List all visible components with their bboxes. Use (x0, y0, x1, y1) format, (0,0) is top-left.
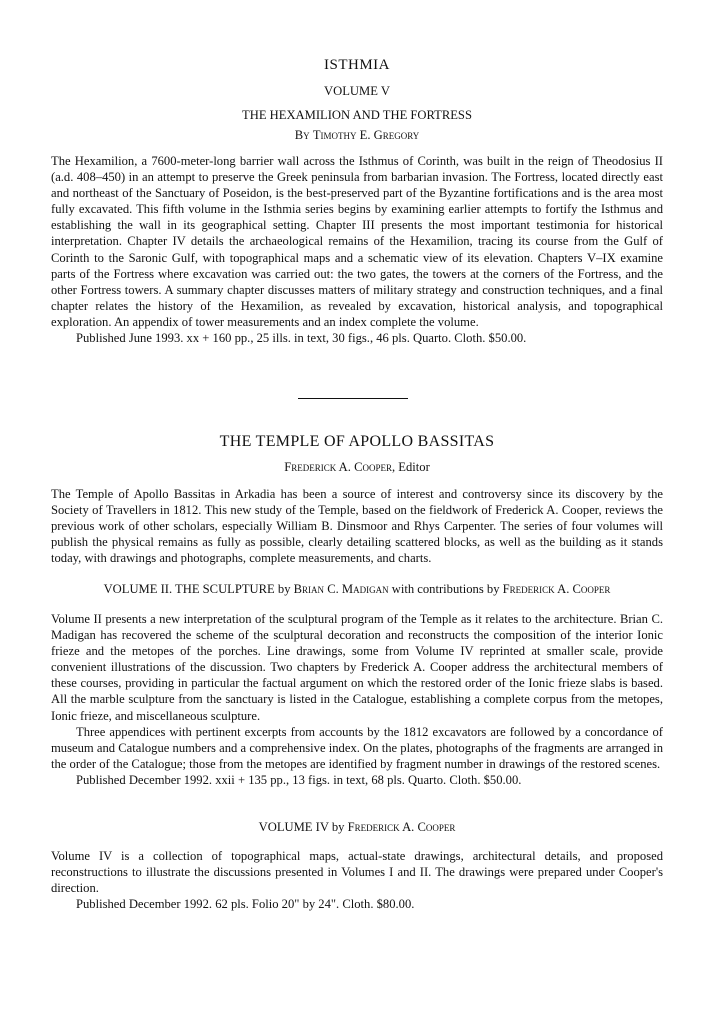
vol4-description: Volume IV is a collection of topographical maps, actual-state drawings, architectural details, and proposed reconstructions to illustrate the discussions presented in Volumes I and II. The drawings were prepared under Cooper's direction. (51, 849, 663, 896)
byline (51, 128, 663, 143)
book-title: THE HEXAMILION AND THE FORTRESS (242, 108, 472, 122)
editor-role: , Editor (391, 460, 430, 474)
apollo-intro (51, 486, 663, 566)
vol4-by: by (331, 820, 345, 834)
editor-name: Frederick A. Cooper (284, 460, 392, 474)
apollo-description: The Temple of Apollo Bassitas in Arkadia has been a source of interest and controversy since its discovery by the Society of Travellers in 1812. This new study of the Temple, based on the fieldwork of Frederick A. Cooper, reviews the previous work of other scholars, especially William B. Dinsmoor and Rhys Carpenter. The series of four volumes will publish the physical remains as fully as possible, clearly detailing scattered blocks, as well as the building as it stands today, with drawings and photographs, complete measurements, and charts. (51, 487, 663, 566)
vol2-paragraph-1: Volume II presents a new interpretation of the sculptural program of the Temple as it relates to the architecture. Brian C. Madigan has recovered the scheme of the sculptural decoration and reconstructs the composition of the interior Ionic frieze and the metopes of the porches. Line drawings, some from Volume IV reprinted at smaller scale, provide convenient illustrations of the discussion. Two chapters by Frederick A. Cooper address the architectural members of these courses, providing in particular the factual argument on which the restored order of the Ionic frieze slabs is based. All the marble sculpture from the sanctuary is listed in the Catalogue, establishing a complete corpus from the metopes, Ionic frieze, and miscellaneous sculpture. (51, 612, 663, 723)
apollo-editor-line (51, 460, 663, 475)
vol2-by: by (277, 582, 291, 596)
vol2-paragraph-2: Three appendices with pertinent excerpts from accounts by the 1812 excavators are followed by a concordance of museum and Catalogue numbers and a comprehensive index. On the plates, photographs of the fragments are arranged in the order of the Catalogue; those from the metopes are identified by fragment number in drawings of the restored scenes. (51, 724, 663, 771)
byline-author: Timothy E. Gregory (312, 128, 420, 142)
vol4-section (51, 848, 663, 912)
apollo-title: THE TEMPLE OF APOLLO BASSITAS (219, 433, 495, 450)
vol2-author: Brian C. Madigan (293, 582, 389, 596)
hexamilion-publication: Published June 1993. xx + 160 pp., 25 ills. in text, 30 figs., 46 pls. Quarto. Cloth. $50.00. (76, 331, 527, 346)
vol2-heading (51, 582, 663, 597)
vol2-publication: Published December 1992. xxii + 135 pp., 13 figs. in text, 68 pls. Quarto. Cloth. $50.00. (76, 772, 522, 787)
vol2-section (51, 611, 663, 788)
byline-by: By (294, 128, 310, 142)
vol4-publication: Published December 1992. 62 pls. Folio 20" by 24". Cloth. $80.00. (76, 897, 415, 912)
volume-number: VOLUME V (324, 84, 390, 98)
vol4-heading (51, 820, 663, 835)
series-title: ISTHMIA (324, 57, 390, 73)
vol2-contributor: Frederick A. Cooper (502, 582, 611, 596)
hexamilion-description: The Hexamilion, a 7600-meter-long barrier wall across the Isthmus of Corinth, was built in the reign of Theodosius II (a.d. 408–450) in an attempt to preserve the Greek peninsula from barbarian invasion. The Fortress, located directly east and northeast of the Sanctuary of Poseidon, is the best-preserved part of the Byzantine fortifications and is the area most fully excavated. This fifth volume in the Isthmia series begins by examining earlier attempts to fortify the Isthmus and establishing the wall in its geographical setting. Chapter III presents the most important testimonia for historical interpretation. Chapter IV details the archaeological remains of the Hexamilion, tracing its course from the Gulf of Corinth to the Saronic Gulf, with topographical maps and a schematic view of its elevation. Chapters V–IX examine parts of the Fortress where excavation was carried out: the two gates, the towers at the corners of the Fortress, and the other Fortress towers. A summary chapter discusses matters of military strategy and construction techniques, and a final chapter relates the history of the Hexamilion, as revealed by excavation, historical analysis, and topographical exploration. An appendix of tower measurements and an index complete the volume. (51, 154, 663, 329)
vol2-with: with contributions by (391, 582, 500, 596)
section-divider (298, 398, 408, 399)
hexamilion-section (51, 153, 663, 346)
vol4-author: Frederick A. Cooper (347, 820, 456, 834)
vol2-label: VOLUME II. THE SCULPTURE (103, 582, 275, 596)
vol4-label: VOLUME IV (258, 820, 329, 834)
